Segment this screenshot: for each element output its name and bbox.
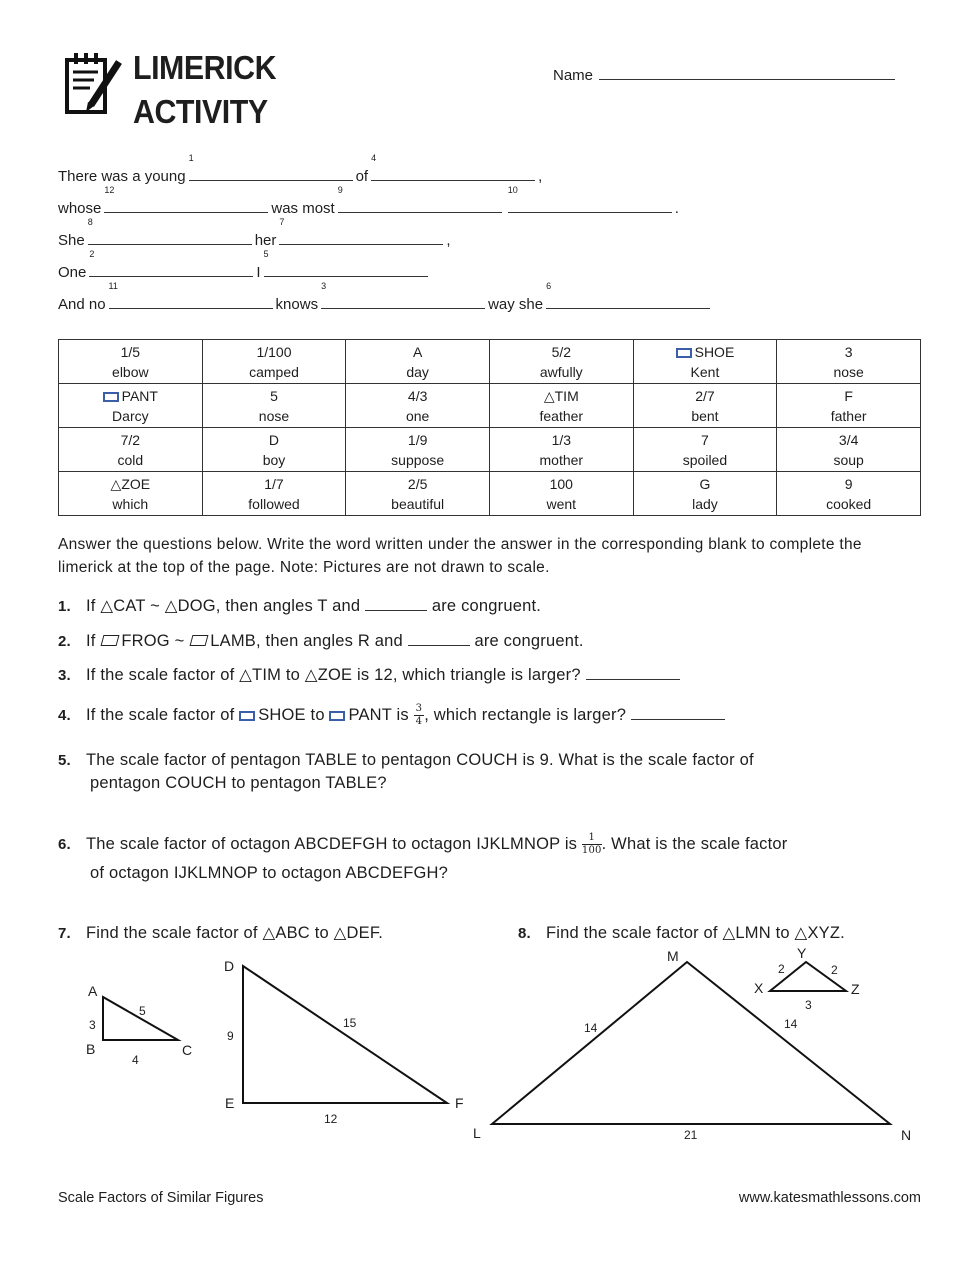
blank-number: 1 — [188, 153, 194, 163]
question-8: 8. Find the scale factor of △LMN to △XYZ. — [518, 924, 845, 942]
cell-value: PANT — [121, 387, 158, 404]
table-cell — [489, 384, 633, 428]
vertex-label: C — [182, 1042, 193, 1058]
blank-number: 3 — [321, 281, 327, 291]
cell-word: Darcy — [112, 407, 149, 424]
name-field[interactable] — [553, 66, 895, 86]
cell-value: 4/3 — [407, 387, 428, 404]
table-cell — [202, 340, 346, 384]
cell-value: F — [844, 387, 853, 404]
limerick-line — [58, 153, 542, 185]
triangle-def — [243, 966, 447, 1103]
cell-value: 3/4 — [838, 431, 859, 448]
table-cell — [59, 340, 203, 384]
cell-value: A — [412, 343, 423, 360]
triangle-figures — [0, 945, 979, 1150]
cell-word: nose — [258, 407, 290, 424]
question-7: 7. Find the scale factor of △ABC to △DEF. — [58, 924, 384, 942]
cell-word: which — [112, 495, 149, 512]
name-line[interactable] — [599, 66, 895, 80]
triangle-icon: △ — [543, 387, 555, 404]
limerick-blank[interactable] — [337, 185, 502, 213]
cell-word: awfully — [539, 363, 583, 380]
table-cell — [777, 428, 921, 472]
cell-word: mother — [539, 451, 584, 468]
table-cell — [633, 428, 777, 472]
side-label: 9 — [227, 1029, 234, 1043]
table-row — [59, 384, 921, 428]
table-cell — [202, 428, 346, 472]
side-label: 2 — [831, 963, 838, 977]
limerick-text: . — [674, 200, 679, 217]
blank-number: 11 — [108, 281, 118, 291]
answer-blank[interactable] — [365, 597, 427, 611]
cell-value: G — [699, 475, 711, 492]
limerick-text: And no — [58, 296, 106, 313]
cell-word: Kent — [690, 363, 720, 380]
limerick-text: , — [446, 232, 451, 249]
side-label: 14 — [784, 1017, 798, 1031]
table-cell — [777, 340, 921, 384]
table-cell — [489, 472, 633, 516]
vertex-label: N — [901, 1127, 912, 1143]
side-label: 5 — [139, 1004, 146, 1018]
table-cell — [346, 384, 490, 428]
limerick-text: way she — [488, 296, 544, 313]
side-label: 15 — [343, 1016, 357, 1030]
cell-value: 2/7 — [695, 387, 715, 404]
cell-word: cold — [117, 451, 144, 468]
table-cell — [59, 384, 203, 428]
cell-value: 1/9 — [407, 431, 428, 448]
vertex-label: E — [225, 1095, 235, 1111]
limerick-line — [58, 281, 713, 313]
cell-word: bent — [691, 407, 719, 424]
table-row — [59, 472, 921, 516]
footer-title: Scale Factors of Similar Figures — [58, 1190, 264, 1206]
cell-word: cooked — [826, 495, 872, 512]
blank-number: 2 — [89, 249, 95, 259]
limerick-text: was most — [271, 200, 335, 217]
side-label: 4 — [132, 1053, 139, 1067]
cell-word: suppose — [391, 451, 445, 468]
limerick-blank[interactable] — [371, 153, 535, 181]
limerick-text: , — [538, 168, 543, 185]
cell-value: ZOE — [121, 475, 151, 492]
vertex-label: X — [754, 980, 764, 996]
table-cell — [489, 340, 633, 384]
fraction: $\frac{3}{4}$ — [415, 703, 423, 727]
fraction: $\frac{1}{100}$ — [581, 832, 602, 857]
cell-value: 3 — [844, 343, 853, 360]
limerick-line — [58, 249, 431, 281]
answer-blank[interactable] — [408, 632, 470, 646]
blank-number: 4 — [371, 153, 377, 163]
answer-blank[interactable] — [586, 666, 680, 680]
vertex-label: B — [86, 1041, 96, 1057]
cell-value: 5/2 — [551, 343, 572, 360]
table-cell — [489, 428, 633, 472]
cell-word: one — [405, 407, 430, 424]
limerick-blank[interactable] — [263, 249, 428, 277]
cell-value: TIM — [554, 387, 579, 404]
vertex-label: L — [473, 1125, 481, 1141]
table-cell — [59, 428, 203, 472]
cell-word: day — [406, 363, 429, 380]
cell-word: camped — [249, 363, 299, 380]
limerick-text: her — [254, 232, 277, 249]
blank-number: 7 — [279, 217, 285, 227]
limerick-blank[interactable] — [546, 281, 710, 309]
vertex-label: D — [224, 958, 235, 974]
table-cell — [202, 384, 346, 428]
rectangle-icon — [676, 348, 692, 358]
page-title: LIMERICK ACTIVITY — [133, 49, 277, 130]
cell-word: boy — [262, 451, 286, 468]
limerick-blank[interactable] — [104, 185, 268, 213]
limerick-blank[interactable] — [89, 249, 253, 277]
table-cell — [346, 340, 490, 384]
vertex-label: F — [455, 1095, 464, 1111]
blank-number: 6 — [546, 281, 552, 291]
answer-blank[interactable] — [631, 706, 725, 720]
table-cell — [202, 472, 346, 516]
cell-value: 7/2 — [120, 431, 141, 448]
cell-value: 100 — [549, 475, 573, 492]
rectangle-icon — [329, 711, 345, 721]
rectangle-icon — [239, 711, 255, 721]
side-label: 3 — [89, 1018, 96, 1032]
cell-value: D — [268, 431, 280, 448]
limerick-text: There was a young — [58, 168, 186, 185]
limerick-text: One — [58, 264, 87, 281]
limerick-text: whose — [58, 200, 102, 217]
cell-word: soup — [833, 451, 864, 468]
table-cell — [777, 472, 921, 516]
notepad-pencil-icon — [64, 50, 126, 118]
question-4: 4. If the scale factor of SHOE to PANT is $\frac{3}{4}$ , which rectangle is larger? — [58, 703, 725, 728]
table-row — [59, 340, 921, 384]
footer-website: www.katesmathlessons.com — [738, 1190, 921, 1206]
cell-word: lady — [692, 495, 718, 512]
side-label: 2 — [778, 962, 785, 976]
cell-value: 1/5 — [120, 343, 141, 360]
table-cell — [633, 472, 777, 516]
question-5: 5. The scale factor of pentagon TABLE to pentagon COUCH is 9. What is the scale factor of pentagon COUCH to pentagon TABLE? — [58, 751, 754, 792]
question-2: 2. If FROG ~ LAMB, then angles R and are congruent. — [58, 632, 584, 650]
instructions: Answer the questions below. Write the word written under the answer in the corresponding blank to complete the limerick at the top of the page. Note: Pictures are not drawn to scale. — [58, 536, 862, 576]
vertex-label: M — [667, 948, 679, 964]
question-6: 6. The scale factor of octagon ABCDEFGH to octagon IJKLMNOP is $\frac{1}{100}$ . What is the scale factor of octagon IJKLMNOP to octagon ABCDEFGH? — [58, 832, 788, 882]
blank-number: 9 — [337, 185, 343, 195]
table-cell — [346, 428, 490, 472]
limerick-blank[interactable] — [87, 217, 252, 245]
side-label: 3 — [805, 998, 812, 1012]
cell-word: feather — [539, 407, 584, 424]
limerick-blank[interactable] — [279, 217, 443, 245]
name-label: Name — [553, 67, 594, 84]
cell-value: 2/5 — [407, 475, 428, 492]
vertex-label: A — [88, 983, 98, 999]
cell-word: father — [830, 407, 867, 424]
table-cell — [346, 472, 490, 516]
limerick-blank[interactable] — [507, 185, 672, 213]
table-cell — [633, 340, 777, 384]
blank-number: 10 — [507, 185, 518, 195]
parallelogram-icon — [190, 635, 209, 646]
side-label: 12 — [324, 1112, 338, 1126]
rectangle-icon — [103, 392, 119, 402]
cell-value: 1/7 — [264, 475, 284, 492]
vertex-label: Z — [851, 981, 860, 997]
cell-word: went — [546, 495, 577, 512]
blank-number: 5 — [263, 249, 269, 259]
triangle-lmn — [492, 962, 890, 1124]
side-label: 21 — [684, 1128, 698, 1142]
limerick-line — [58, 217, 451, 249]
cell-word: elbow — [112, 363, 149, 380]
triangle-icon: △ — [110, 475, 122, 492]
limerick-blank[interactable] — [188, 153, 353, 181]
limerick-line — [58, 185, 679, 217]
table-cell — [777, 384, 921, 428]
limerick-blank[interactable] — [108, 281, 273, 309]
limerick-text: of — [355, 168, 369, 185]
question-1: 1. If △CAT ~ △DOG, then angles T and are congruent. — [58, 597, 542, 615]
limerick-text: I — [256, 264, 261, 281]
cell-value: 1/100 — [256, 343, 292, 360]
cell-value: 1/3 — [551, 431, 572, 448]
cell-word: spoiled — [682, 451, 728, 468]
question-3: 3. If the scale factor of △TIM to △ZOE is 12, which triangle is larger? — [58, 664, 680, 687]
table-row — [59, 428, 921, 472]
cell-value: SHOE — [694, 343, 735, 360]
answer-table — [58, 339, 921, 516]
cell-value: 5 — [270, 387, 278, 404]
cell-value: 7 — [701, 431, 709, 448]
limerick-text: knows — [275, 296, 319, 313]
side-label: 14 — [584, 1021, 598, 1035]
vertex-label: Y — [797, 945, 807, 961]
parallelogram-icon — [101, 635, 120, 646]
blank-number: 12 — [104, 185, 115, 195]
cell-word: followed — [248, 495, 300, 512]
limerick-text: She — [58, 232, 85, 249]
cell-word: beautiful — [391, 495, 445, 512]
cell-word: nose — [833, 363, 864, 380]
table-cell — [633, 384, 777, 428]
blank-number: 8 — [87, 217, 93, 227]
table-cell — [59, 472, 203, 516]
limerick-blank[interactable] — [321, 281, 485, 309]
cell-value: 9 — [844, 475, 853, 492]
